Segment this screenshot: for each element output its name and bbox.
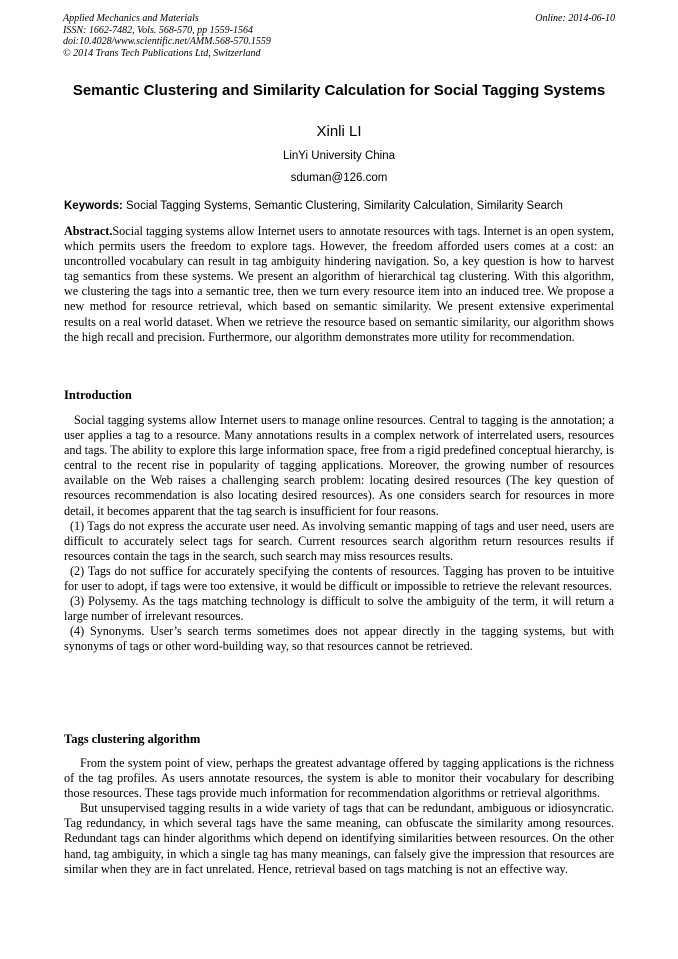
- doi-line: doi:10.4028/www.scientific.net/AMM.568-570.1559: [63, 36, 271, 47]
- issn-line: ISSN: 1662-7482, Vols. 568-570, pp 1559-1564: [63, 24, 253, 36]
- copyright-line: © 2014 Trans Tech Publications Ltd, Switzerland: [63, 47, 261, 59]
- introduction-heading: Introduction: [64, 388, 132, 402]
- abstract-text: Social tagging systems allow Internet users to annotate resources with tags. Internet is an open system, which permits users the freedom to explore tags. However, the freedom afforded users comes at a cost: an uncontrolled vocabulary can result in tag ambiguity hindering navigation. So, a key question is how to harvest tag semantics from these systems. We present an algorithm of hierarchical tag clustering. With this algorithm, we clustering the tags into a semantic tree, then we turn every resource item into an induced tree. We propose a new method for resource retrieval, which based on semantic similarity. We present extensive experimental results on a real world dataset. When we retrieve the resource based on semantic similarity, our algorithm shows the high recall and precision. Furthermore, our algorithm demonstrates more utility for recommendation.: [64, 224, 614, 344]
- paragraph: (4) Synonyms. User’s search terms sometimes does not appear directly in the tagging systems, but with synonyms of tags or other word-building way, so that resources cannot be retrieved.: [64, 624, 614, 654]
- introduction-section: [64, 413, 614, 655]
- journal-name: Applied Mechanics and Materials: [63, 13, 199, 24]
- paper-title: Semantic Clustering and Similarity Calculation for Social Tagging Systems: [72, 82, 606, 99]
- paragraph: (2) Tags do not suffice for accurately specifying the contents of resources. Tagging has proven to be intuitive for user to adopt, if tags were too extensive, it would be difficult or impossible to retrieve the relevant resources.: [64, 563, 614, 594]
- tags-clustering-heading: Tags clustering algorithm: [64, 732, 201, 746]
- publication-header: [63, 13, 615, 59]
- keywords-line: [64, 199, 624, 213]
- paragraph: But unsupervised tagging results in a wide variety of tags that can be redundant, ambiguous or idiosyncratic. Tag redundancy, in which several tags have the same meaning, can obfuscate the similarity among resources. Redundant tags can hinder algorithms which depend on identifying similarities between resources. On the other hand, tag ambiguity, in which a single tag has many meanings, can falsely give the impression that resources are similar when they are in fact unrelated. Hence, retrieval based on tags matching is not an effective way.: [64, 801, 614, 876]
- paragraph: Social tagging systems allow Internet users to manage online resources. Central to tagging is the annotation; a user applies a tag to a resource. Many annotations results in a complex network of interrelated users, resources and tags. The ability to explore this large information space, free from a rigid predefined conceptual hierarchy, is central to the recent rise in popularity of tagging applications. Moreover, the growing number of resources available on the Web raises a challenging search problem: locating desired resources (The key question of resources recommendation is also locating desired resources). As one considers search for resources in more detail, it becomes apparent that the tag search is insufficient for four reasons.: [64, 413, 614, 518]
- keywords-label: Keywords:: [64, 200, 123, 212]
- author-email: sduman@126.com: [290, 172, 388, 184]
- keywords-text: Social Tagging Systems, Semantic Clustering, Similarity Calculation, Similarity Search: [126, 200, 563, 212]
- paragraph: (1) Tags do not express the accurate user need. As involving semantic mapping of tags and user need, users are difficult to accurately select tags for search. Current resources search algorithm return resources results if resources contain the tags in the search, such search may miss resources results.: [64, 518, 614, 563]
- affiliation: LinYi University China: [282, 150, 396, 162]
- paragraph: (3) Polysemy. As the tags matching technology is difficult to solve the ambiguity of the term, it will return a large number of irrelevant resources.: [64, 594, 614, 624]
- author-name: Xinli LI: [316, 123, 362, 140]
- online-date: Online: 2014-06-10: [535, 13, 615, 24]
- abstract-label: Abstract.: [64, 224, 113, 238]
- tags-clustering-section: [64, 756, 614, 877]
- paragraph: From the system point of view, perhaps the greatest advantage offered by tagging applications is the richness of the tag profiles. As users annotate resources, the system is able to monitor their vocabulary for describing those resources. These tags provide much information for recommendation algorithms or retrieval algorithms.: [64, 756, 614, 801]
- abstract: [64, 224, 614, 345]
